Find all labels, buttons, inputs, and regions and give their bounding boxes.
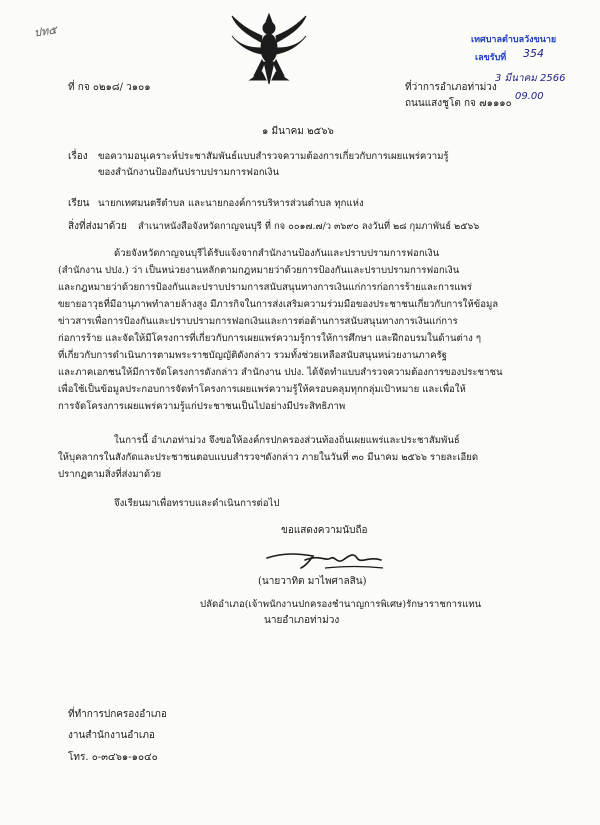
corner-handwritten-mark: ปท๕ (33, 23, 58, 40)
para1-line: การจัดโครงการเผยแพร่ความรู้แก่ประชาชนเป็นไปอย่างมีประสิทธิภาพ (58, 401, 346, 412)
garuda-icon (226, 8, 312, 94)
stamp-time: 09.00 (515, 91, 544, 102)
to-recipients: นายกเทศมนตรีตำบล และนายกองค์การบริหารส่วนตำบล ทุกแห่ง (98, 198, 364, 209)
footer-tel: โทร. ๐-๓๔๖๑-๑๐๔๐ (68, 752, 158, 763)
subject-label: เรื่อง (68, 151, 88, 162)
para2-line: ให้บุคลากรในสังกัดและประชาชนตอบแบบสำรวจฯดังกล่าว ภายในวันที่ ๓๐ มีนาคม ๒๕๖๖ รายละเอียด (58, 452, 479, 463)
subject-line1: ขอความอนุเคราะห์ประชาสัมพันธ์แบบสำรวจความต้องการเกี่ยวกับการเผยแพร่ความรู้ (98, 151, 449, 162)
para1-line: (สำนักงาน ปปง.) ว่า เป็นหน่วยงานหลักตามกฎหมายว่าด้วยการป้องกันและปราบปรามการฟอกเงิน (58, 265, 460, 276)
to-label: เรียน (68, 198, 90, 209)
para1-line: เพื่อใช้เป็นข้อมูลประกอบการจัดทำโครงการเผยแพร่ความรู้ให้ครอบคลุมทุกกลุ่มเป้าหมาย และเพื่อให้ (58, 384, 466, 395)
para1-line: และภาคเอกชนให้มีการจัดโครงการดังกล่าว สำนักงาน ปปง. ได้จัดทำแบบสำรวจความต้องการของประชาชน (58, 367, 503, 378)
letter-date: ๑ มีนาคม ๒๕๖๖ (262, 126, 334, 137)
signer-title-1: ปลัดอำเภอ(เจ้าพนักงานปกครองชำนาญการพิเศษ)รักษาราชการแทน (200, 599, 482, 610)
footer-unit: งานสำนักงานอำเภอ (68, 730, 155, 741)
stamp-date: 3 มีนาคม 2566 (495, 73, 566, 84)
garuda-emblem (226, 8, 312, 94)
footer-org: ที่ทำการปกครองอำเภอ (68, 709, 167, 720)
signature-scribble-icon (265, 548, 385, 574)
stamp-org: เทศบาลตำบลวังขนาย (471, 35, 557, 45)
office-address: ที่ว่าการอำเภอท่าม่วง (405, 82, 497, 93)
enclosure-label: สิ่งที่ส่งมาด้วย (68, 221, 127, 232)
subject-line2: ของสำนักงานป้องกันปราบปรามการฟอกเงิน (98, 167, 280, 178)
office-road: ถนนแสงชูโต กจ ๗๑๑๑๐ (405, 98, 512, 109)
document-number: ที่ กจ ๐๒๑๘/ ว๑๐๑ (68, 82, 151, 93)
para1-line: และกฎหมายว่าด้วยการป้องกันและปราบปรามการสนับสนุนทางการเงินแก่การก่อการร้ายและการแพร่ (58, 282, 473, 293)
enclosure-text: สำเนาหนังสือจังหวัดกาญจนบุรี ที่ กจ ๐๐๑๗.๗/ว ๓๖๙๐ ลงวันที่ ๒๘ กุมภาพันธ์ ๒๕๖๖ (138, 221, 480, 232)
signer-name: (นายวาทิต มาไพศาลสิน) (258, 576, 367, 587)
closing-request: จึงเรียนมาเพื่อทราบและดำเนินการต่อไป (114, 498, 280, 509)
para1-line: ข่าวสารเพื่อการป้องกันและปราบปรามการฟอกเงินและการต่อต้านการสนับสนุนทางการเงินแก่การ (58, 316, 458, 327)
para1-line: ด้วยจังหวัดกาญจนบุรีได้รับแจ้งจากสำนักงานป้องกันและปราบปรามการฟอกเงิน (114, 248, 440, 259)
para2-line: ในการนี้ อำเภอท่าม่วง จึงขอให้องค์กรปกครองส่วนท้องถิ่นเผยแพร่และประชาสัมพันธ์ (114, 435, 460, 446)
para2-line: ปรากฏตามสิ่งที่ส่งมาด้วย (58, 469, 162, 480)
receipt-stamp (455, 32, 585, 112)
closing-phrase: ขอแสดงความนับถือ (281, 525, 368, 536)
para1-line: ที่เกี่ยวกับการดำเนินการตามพระราชบัญญัติดังกล่าว รวมทั้งช่วยเหลือสนับสนุนหน่วยงานภาครัฐ (58, 350, 447, 361)
para1-line: ขยายอาวุธที่มีอานุภาพทำลายล้างสูง มีภารกิจในการส่งเสริมความร่วมมือของประชาชนเกี่ยวกับการให้ข้อมูล (58, 299, 499, 310)
signer-title-2: นายอำเภอท่าม่วง (264, 615, 340, 626)
para1-line: ก่อการร้าย และจัดให้มีโครงการที่เกี่ยวกับการเผยแพร่ความรู้การให้การศึกษา และฝึกอบรมในด้านต่าง ๆ (58, 333, 482, 344)
stamp-recv-no: 354 (523, 47, 544, 60)
stamp-recv-label: เลขรับที่ (475, 53, 507, 63)
